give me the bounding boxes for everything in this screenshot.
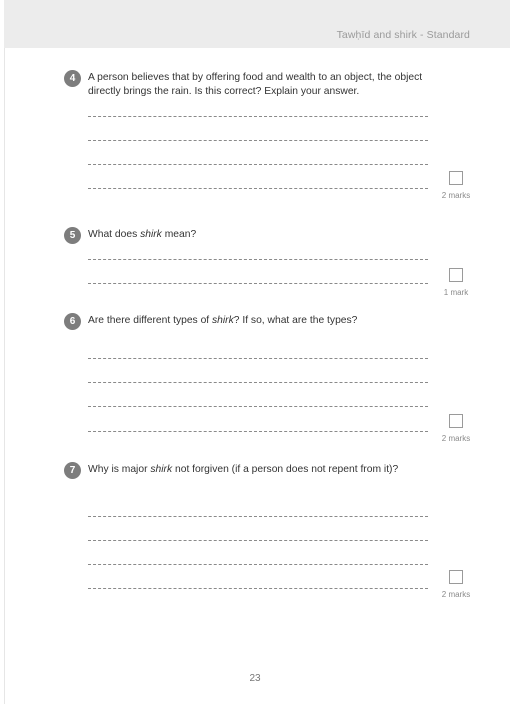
answer-line[interactable] (88, 140, 428, 141)
marks-label: 2 marks (441, 191, 471, 200)
header-title: Tawḥīd and shirk - Standard (336, 29, 470, 41)
question-text: What does shirk mean? (88, 229, 197, 240)
mark-checkbox[interactable] (449, 268, 463, 282)
answer-line[interactable] (88, 164, 428, 165)
answer-line[interactable] (88, 564, 428, 565)
question-text: A person believes that by offering food and wealth to an object, the object directly brings the rain. Is this correct? Explain your answer. (88, 72, 423, 97)
marks-label: 2 marks (441, 590, 471, 599)
answer-line[interactable] (88, 116, 428, 117)
question-text: Are there different types of shirk? If so, what are the types? (88, 315, 358, 326)
answer-line[interactable] (88, 406, 428, 407)
answer-line[interactable] (88, 588, 428, 589)
header-band (4, 0, 510, 48)
question-7 (64, 463, 444, 479)
answer-line[interactable] (88, 516, 428, 517)
page-frame (4, 0, 510, 704)
answer-line[interactable] (88, 283, 428, 284)
question-number-badge: 6 (64, 313, 81, 330)
mark-checkbox[interactable] (449, 171, 463, 185)
question-5 (64, 228, 444, 244)
answer-line[interactable] (88, 188, 428, 189)
marks-label: 1 mark (443, 288, 469, 297)
answer-line[interactable] (88, 259, 428, 260)
question-number-badge: 4 (64, 70, 81, 87)
question-6 (64, 314, 444, 330)
answer-line[interactable] (88, 431, 428, 432)
question-number-badge: 7 (64, 462, 81, 479)
answer-line[interactable] (88, 382, 428, 383)
question-text: Why is major shirk not forgiven (if a person does not repent from it)? (88, 464, 399, 475)
mark-checkbox[interactable] (449, 414, 463, 428)
question-4 (64, 71, 444, 98)
marks-label: 2 marks (441, 434, 471, 443)
question-number-badge: 5 (64, 227, 81, 244)
mark-checkbox[interactable] (449, 570, 463, 584)
answer-line[interactable] (88, 540, 428, 541)
page-number: 23 (249, 673, 261, 684)
answer-line[interactable] (88, 358, 428, 359)
